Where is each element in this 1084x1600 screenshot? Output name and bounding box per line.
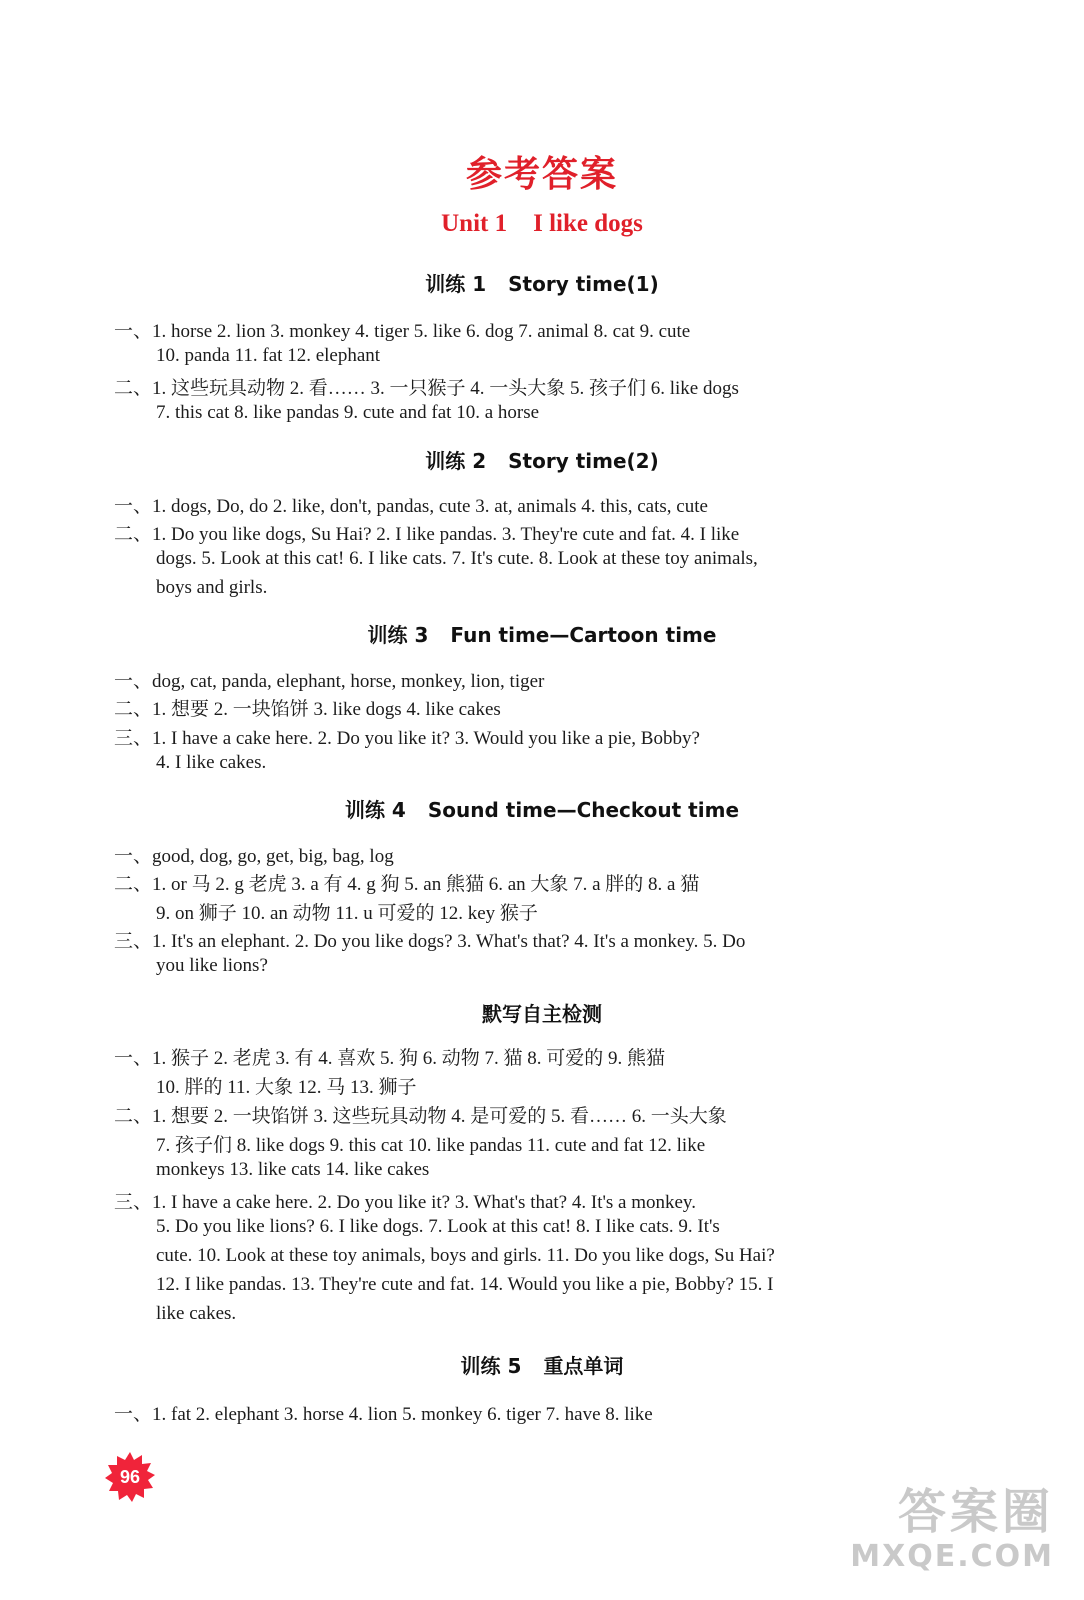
answer-line: cute. 10. Look at these toy animals, boys and girls. 11. Do you like dogs, Su Hai? bbox=[156, 1245, 775, 1266]
section-heading bbox=[0, 445, 1084, 474]
answer-line: monkeys 13. like cats 14. like cakes bbox=[156, 1159, 430, 1180]
section-heading bbox=[0, 619, 1084, 648]
answer-line: 二、1. 想要 2. 一块馅饼 3. like dogs 4. like cakes bbox=[114, 699, 501, 720]
unit-label: Unit 1 bbox=[441, 210, 508, 237]
answer-line: you like lions? bbox=[156, 955, 268, 976]
answer-line: 9. on 狮子 10. an 动物 11. u 可爱的 12. key 猴子 bbox=[156, 903, 538, 924]
answer-line: 一、good, dog, go, get, big, bag, log bbox=[114, 846, 394, 867]
page-title: 参考答案 bbox=[465, 154, 618, 195]
section-name: Fun time—Cartoon time bbox=[450, 623, 717, 647]
answer-line: 10. panda 11. fat 12. elephant bbox=[156, 345, 381, 366]
section-label: 训练 4 bbox=[344, 798, 406, 822]
section-heading bbox=[0, 794, 1084, 823]
answer-line: 7. this cat 8. like pandas 9. cute and fat 10. a horse bbox=[156, 402, 540, 423]
section-label: 训练 5 bbox=[460, 1354, 522, 1378]
section-heading bbox=[0, 1350, 1084, 1379]
section-name: Story time(1) bbox=[508, 272, 659, 296]
watermark-url: MXQE.COM bbox=[850, 1539, 1054, 1574]
section-heading bbox=[0, 998, 1084, 1027]
answer-line: 12. I like pandas. 13. They're cute and fat. 14. Would you like a pie, Bobby? 15. I bbox=[156, 1274, 774, 1295]
answer-line: 三、1. I have a cake here. 2. Do you like it? 3. What's that? 4. It's a monkey. bbox=[114, 1192, 696, 1213]
answer-line: 一、1. dogs, Do, do 2. like, don't, pandas, cute 3. at, animals 4. this, cats, cute bbox=[114, 496, 708, 517]
section-label: 训练 3 bbox=[367, 623, 429, 647]
page-number-badge bbox=[104, 1451, 156, 1503]
watermark bbox=[804, 1484, 1054, 1584]
page-number: 96 bbox=[119, 1467, 141, 1487]
section-name: 重点单词 bbox=[543, 1354, 624, 1378]
unit-name: I like dogs bbox=[533, 210, 643, 237]
answer-line: 二、1. 想要 2. 一块馅饼 3. 这些玩具动物 4. 是可爱的 5. 看…… 6. 一头大象 bbox=[114, 1106, 727, 1127]
answer-line: boys and girls. bbox=[156, 577, 268, 598]
section-label: 训练 1 bbox=[425, 272, 487, 296]
answer-line: 5. Do you like lions? 6. I like dogs. 7. Look at this cat! 8. I like cats. 9. It's bbox=[156, 1216, 720, 1237]
answer-line: 10. 胖的 11. 大象 12. 马 13. 狮子 bbox=[156, 1077, 417, 1098]
section-heading bbox=[0, 268, 1084, 297]
answer-line: dogs. 5. Look at this cat! 6. I like cats. 7. It's cute. 8. Look at these toy animals, bbox=[156, 548, 758, 569]
answer-line: 二、1. Do you like dogs, Su Hai? 2. I like pandas. 3. They're cute and fat. 4. I like bbox=[114, 524, 740, 545]
answer-line: 二、1. or 马 2. g 老虎 3. a 有 4. g 狗 5. an 熊猫 6. an 大象 7. a 胖的 8. a 猫 bbox=[114, 874, 700, 895]
unit-heading bbox=[0, 210, 1084, 238]
section-label: 训练 2 bbox=[425, 449, 487, 473]
answer-line: 一、1. 猴子 2. 老虎 3. 有 4. 喜欢 5. 狗 6. 动物 7. 猫 8. 可爱的 9. 熊猫 bbox=[114, 1048, 666, 1069]
answer-line: 二、1. 这些玩具动物 2. 看…… 3. 一只猴子 4. 一头大象 5. 孩子们 6. like dogs bbox=[114, 378, 739, 399]
watermark-logo: 答案圈 bbox=[897, 1484, 1054, 1540]
section-label: 默写自主检测 bbox=[482, 1002, 602, 1026]
answer-line: 一、dog, cat, panda, elephant, horse, monkey, lion, tiger bbox=[114, 671, 545, 692]
answer-line: 三、1. It's an elephant. 2. Do you like dogs? 3. What's that? 4. It's a monkey. 5. Do bbox=[114, 931, 746, 952]
answer-line: 4. I like cakes. bbox=[156, 752, 267, 773]
section-name: Sound time—Checkout time bbox=[427, 798, 740, 822]
answer-line: 一、1. horse 2. lion 3. monkey 4. tiger 5. like 6. dog 7. animal 8. cat 9. cute bbox=[114, 321, 691, 342]
answer-line: 7. 孩子们 8. like dogs 9. this cat 10. like pandas 11. cute and fat 12. like bbox=[156, 1135, 706, 1156]
answer-line: 三、1. I have a cake here. 2. Do you like it? 3. Would you like a pie, Bobby? bbox=[114, 728, 700, 749]
answer-line: 一、1. fat 2. elephant 3. horse 4. lion 5. monkey 6. tiger 7. have 8. like bbox=[114, 1404, 653, 1425]
answer-line: like cakes. bbox=[156, 1303, 237, 1324]
section-name: Story time(2) bbox=[508, 449, 659, 473]
